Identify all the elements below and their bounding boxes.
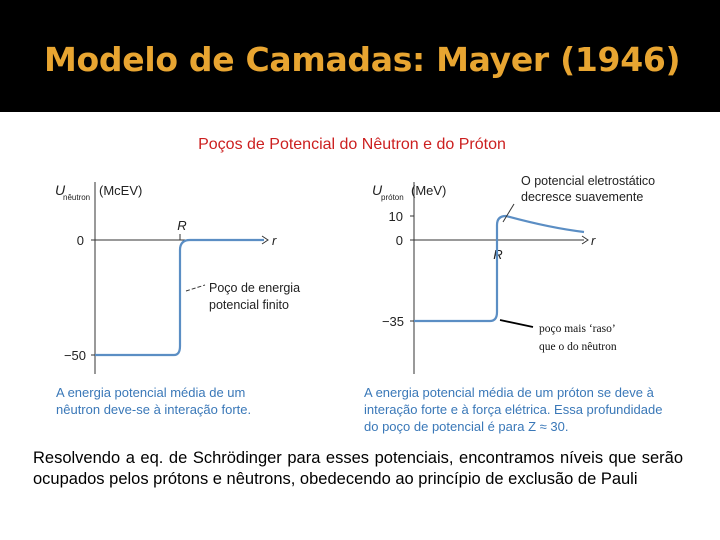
neutron-ylabel-subscript: nêutron: [63, 193, 91, 202]
proton-caption-line1: A energia potencial média de um próton se deve à: [364, 385, 654, 400]
proton-note-line1: poço mais ‘raso’: [539, 323, 616, 335]
proton-tick-zero-label: 0: [395, 233, 403, 248]
proton-caption-line2: interação forte e à força elétrica. Essa profundidade: [364, 402, 663, 417]
diagram-subtitle: Poços de Potencial do Nêutron e do Próton: [198, 136, 506, 153]
neutron-x-label: r: [272, 233, 277, 248]
proton-diagram: [364, 174, 662, 434]
neutron-tick-depth-label: −50: [63, 348, 86, 363]
slide-body-text: Resolvendo a eq. de Schrödinger para esses potenciais, encontramos níveis que serão ocupados pelos prótons e nêutrons, obedecendo ao princípio de exclusão de Pauli: [33, 449, 683, 488]
neutron-ylabel-symbol: U: [55, 182, 66, 198]
proton-annotation-line2: decresce suavemente: [521, 190, 644, 204]
neutron-r-label: R: [177, 218, 187, 233]
proton-tick-depth-label: −35: [381, 314, 404, 329]
proton-tick-barrier-label: 10: [388, 209, 403, 224]
proton-annotation-line1: O potencial eletrostático: [521, 174, 656, 188]
proton-ylabel-subscript: próton: [381, 193, 404, 202]
neutron-annotation-line2: potencial finito: [209, 298, 289, 312]
proton-ylabel-unit: (MeV): [411, 183, 447, 198]
slide-title: Modelo de Camadas: Mayer (1946): [44, 40, 681, 79]
proton-note-line2: que o do nêutron: [539, 341, 617, 353]
neutron-annotation-leader: [186, 285, 205, 291]
proton-x-label: r: [591, 233, 596, 248]
proton-note-pointer: [500, 320, 533, 327]
proton-caption-line3: do poço de potencial é para Z ≈ 30.: [364, 419, 569, 434]
neutron-tick-zero-label: 0: [76, 233, 84, 248]
neutron-annotation-line1: Poço de energia: [209, 281, 301, 295]
neutron-caption-line1: A energia potencial média de um: [56, 385, 246, 400]
potential-wells-figure: [0, 160, 720, 445]
neutron-diagram: [55, 182, 300, 417]
neutron-caption-line2: nêutron deve-se à interação forte.: [56, 402, 252, 417]
proton-ylabel-symbol: U: [372, 182, 383, 198]
neutron-ylabel-unit: (McEV): [99, 183, 143, 198]
title-bar: [0, 0, 720, 112]
proton-annotation-leader: [503, 204, 514, 222]
proton-r-label: R: [493, 247, 503, 262]
proton-potential-curve: [414, 216, 584, 321]
